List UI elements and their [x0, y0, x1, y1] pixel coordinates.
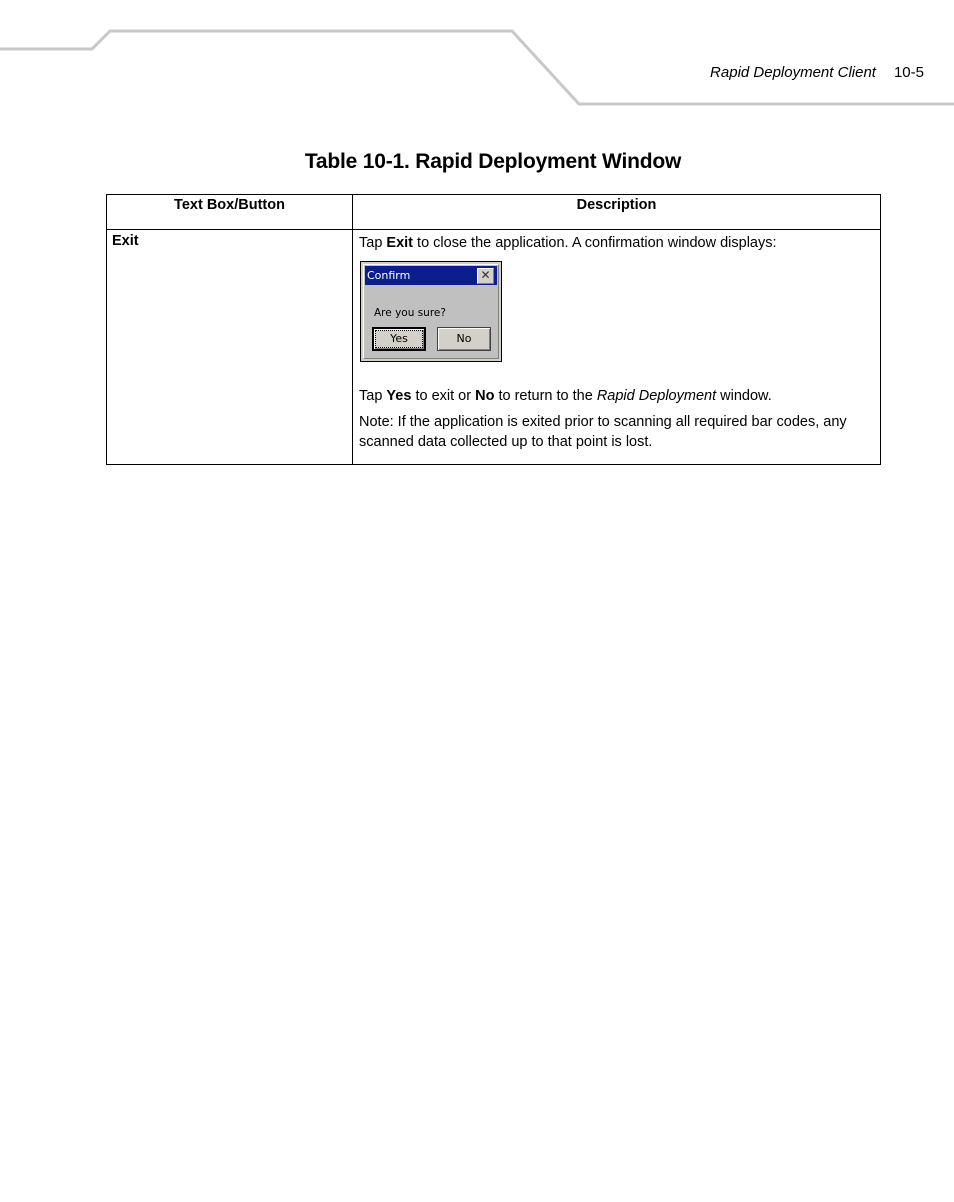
text-run: to return to the — [494, 388, 597, 404]
yes-button[interactable]: Yes — [372, 327, 426, 351]
column-header-description: Description — [353, 195, 881, 230]
text-run: Tap — [359, 388, 387, 404]
table-row — [107, 230, 881, 465]
window-name: Rapid Deployment — [596, 388, 717, 404]
column-header-text-box-button: Text Box/Button — [107, 195, 353, 230]
header-decorative-rule — [0, 0, 954, 120]
confirm-dialog — [363, 264, 499, 359]
table-title: Table 10-1. Rapid Deployment Window — [304, 150, 682, 173]
row-description — [353, 230, 881, 465]
confirm-dialog-screenshot — [360, 261, 502, 362]
description-paragraph — [359, 233, 874, 253]
running-header-section: Rapid Deployment Client — [710, 64, 876, 81]
row-name-exit: Exit — [107, 230, 353, 465]
text-run: to exit or — [411, 388, 476, 404]
description-paragraph — [359, 386, 874, 406]
running-header — [710, 64, 924, 81]
note-paragraph: Note: If the application is exited prior to scanning all required bar codes, any scanned data collected up to that point is lost. — [359, 414, 847, 450]
dialog-message: Are you sure? — [374, 307, 446, 319]
table-header-row — [107, 195, 881, 230]
page-number: 10-5 — [893, 64, 924, 81]
dialog-titlebar — [365, 266, 497, 285]
text-run: window. — [716, 388, 772, 404]
no-term: No — [475, 388, 495, 404]
yes-term: Yes — [386, 388, 412, 404]
no-button[interactable]: No — [437, 327, 491, 351]
text-run: to close the application. A confirmation window displays: — [413, 235, 777, 251]
close-icon[interactable]: ✕ — [477, 268, 494, 284]
rapid-deployment-table — [106, 194, 881, 465]
text-run: Tap — [359, 235, 387, 251]
exit-term: Exit — [386, 235, 414, 251]
dialog-title: Confirm — [367, 269, 411, 282]
